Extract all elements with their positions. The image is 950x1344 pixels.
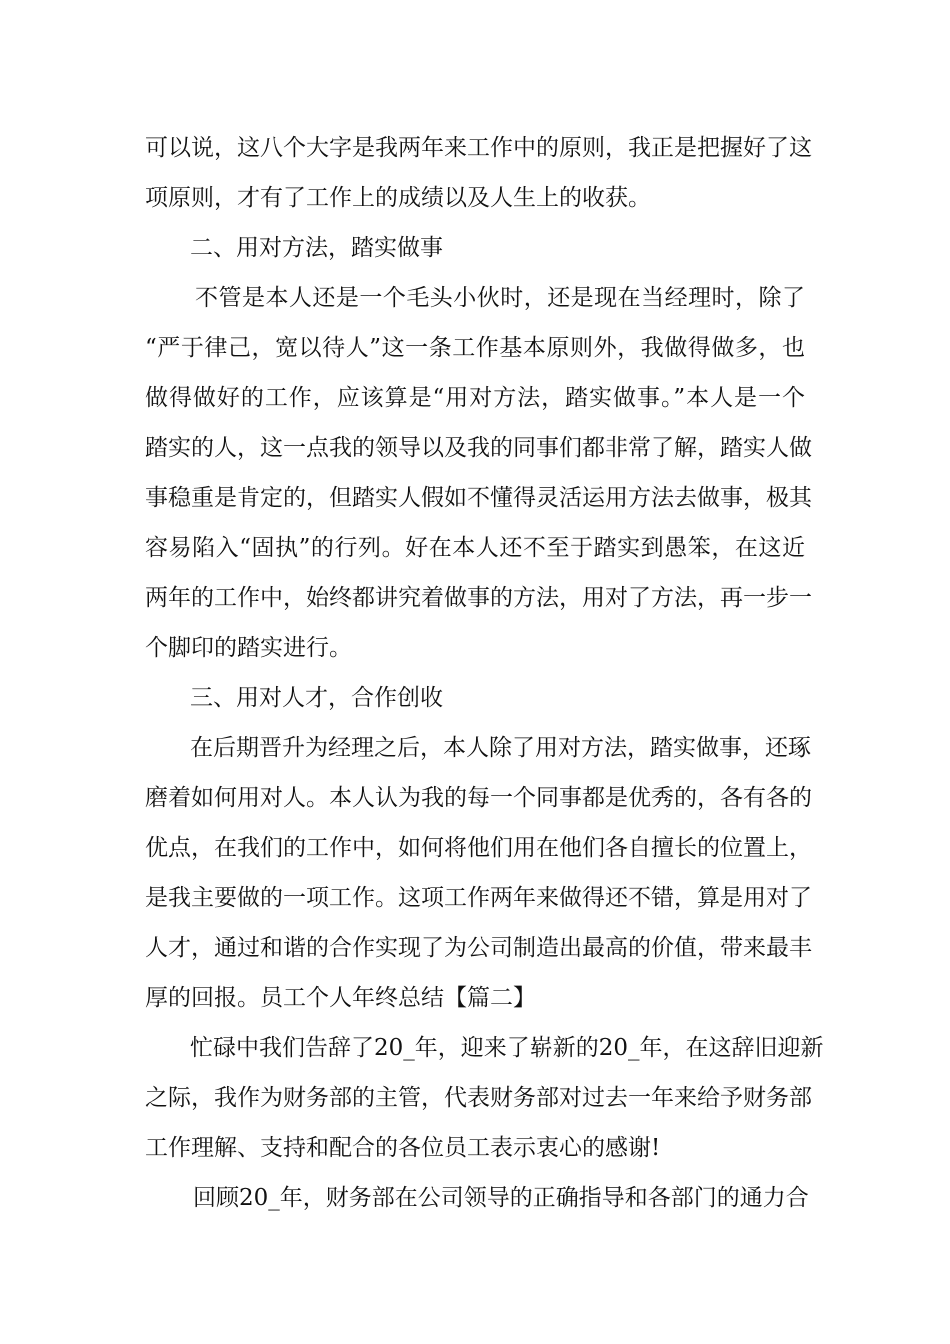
text-line: 个脚印的踏实进行。 — [145, 635, 352, 661]
section-heading: 二、用对方法，踏实做事 — [190, 235, 443, 261]
text-line: 厚的回报。员工个人年终总结【篇二】 — [145, 985, 536, 1011]
text-line: 是我主要做的一项工作。这项工作两年来做得还不错，算是用对了 — [145, 885, 812, 911]
text-line: 做得做好的工作，应该算是“用对方法，踏实做事。”本人是一个 — [145, 385, 805, 411]
text-line: “严于律己，宽以待人”这一条工作基本原则外，我做得做多，也 — [145, 335, 805, 361]
text-line: 可以说，这八个大字是我两年来工作中的原则，我正是把握好了这 — [145, 135, 812, 161]
text-line: 人才，通过和谐的合作实现了为公司制造出最高的价值，带来最丰 — [145, 935, 812, 961]
text-line: 优点，在我们的工作中，如何将他们用在他们各自擅长的位置上， — [145, 835, 812, 861]
section-heading: 三、用对人才，合作创收 — [190, 685, 443, 711]
text-line: 工作理解、支持和配合的各位员工表示衷心的感谢! — [145, 1135, 661, 1161]
text-line: 不管是本人还是一个毛头小伙时，还是现在当经理时，除了 — [195, 285, 805, 311]
text-line: 踏实的人，这一点我的领导以及我的同事们都非常了解，踏实人做 — [145, 435, 812, 461]
text-line: 在后期晋升为经理之后，本人除了用对方法，踏实做事，还琢 — [190, 735, 811, 761]
text-line: 容易陷入“固执”的行列。好在本人还不至于踏实到愚笨，在这近 — [145, 535, 805, 561]
text-line: 回顾20_年，财务部在公司领导的正确指导和各部门的通力合 — [193, 1185, 809, 1211]
text-line: 两年的工作中，始终都讲究着做事的方法，用对了方法，再一步一 — [145, 585, 812, 611]
text-line: 项原则，才有了工作上的成绩以及人生上的收获。 — [145, 185, 651, 211]
text-line: 忙碌中我们告辞了20_年，迎来了崭新的20_年，在这辞旧迎新 — [190, 1035, 824, 1061]
text-line: 事稳重是肯定的，但踏实人假如不懂得灵活运用方法去做事，极其 — [145, 485, 812, 511]
text-line: 磨着如何用对人。本人认为我的每一个同事都是优秀的，各有各的 — [145, 785, 812, 811]
text-line: 之际，我作为财务部的主管，代表财务部对过去一年来给予财务部 — [145, 1085, 812, 1111]
